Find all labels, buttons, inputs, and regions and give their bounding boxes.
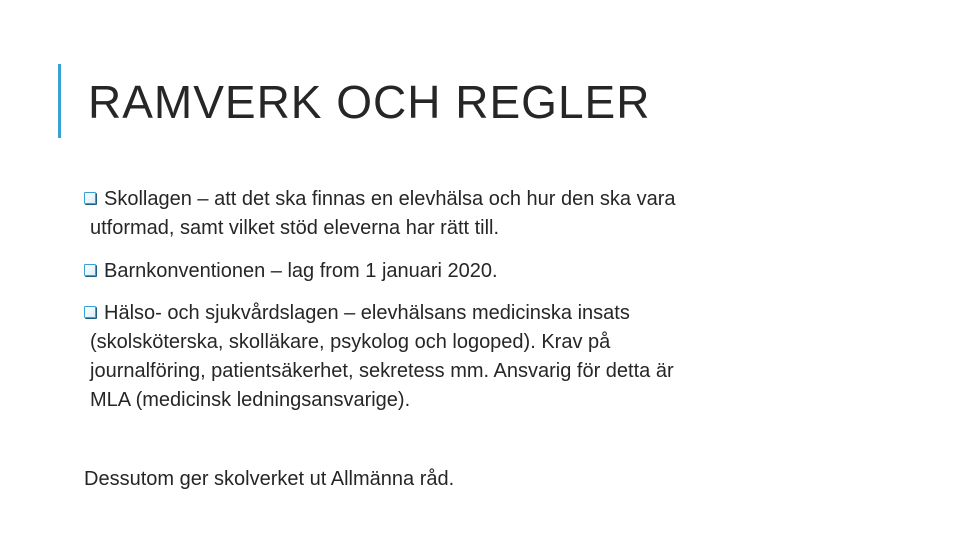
checkbox-icon (84, 192, 96, 204)
bullet-text: Hälso- och sjukvårdslagen – elevhälsans medicinska insats (104, 302, 630, 324)
bullet-line: journalföring, patientsäkerhet, sekretess mm. Ansvarig för detta är (90, 360, 674, 382)
bullet-item (84, 299, 674, 415)
bullet-line: utformad, samt vilket stöd eleverna har rätt till. (90, 217, 500, 239)
checkbox-icon (84, 264, 96, 276)
bullet-text: Skollagen – att det ska finnas en elevhälsa och hur den ska vara (104, 188, 676, 210)
bullet-line (84, 185, 675, 214)
bullet-item (84, 257, 498, 286)
title-accent-bar (58, 64, 61, 138)
bullet-line: (skolsköterska, skolläkare, psykolog och logoped). Krav på (90, 331, 611, 353)
bullet-line (84, 257, 498, 286)
bullet-item (84, 185, 675, 243)
checkbox-icon (84, 306, 96, 318)
bullet-line: MLA (medicinsk ledningsansvarige). (90, 389, 411, 411)
slide-title: RAMVERK OCH REGLER (88, 76, 651, 128)
bullet-text: Barnkonventionen – lag from 1 januari 2020. (104, 260, 498, 282)
closing-text: Dessutom ger skolverket ut Allmänna råd. (84, 468, 455, 490)
bullet-line (84, 299, 674, 328)
